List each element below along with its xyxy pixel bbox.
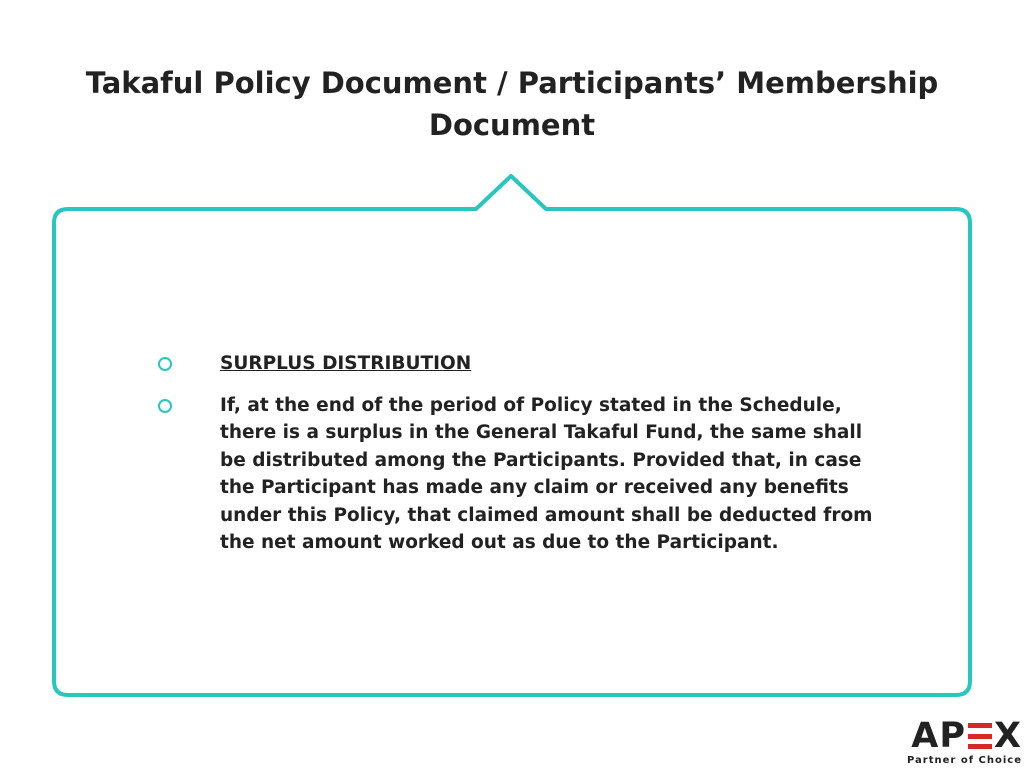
logo-e-bars-icon — [968, 723, 992, 749]
bullet-list — [156, 350, 876, 571]
apex-logo — [904, 718, 1022, 768]
section-heading: SURPLUS DISTRIBUTION — [220, 353, 472, 374]
logo-wordmark — [904, 718, 1022, 754]
logo-tagline: Partner of Choice — [906, 755, 1022, 766]
list-item — [156, 350, 876, 378]
logo-letters-right: X — [994, 716, 1022, 756]
logo-letters-left: AP — [911, 716, 966, 756]
list-item — [156, 392, 876, 557]
title-line-1: Takaful Policy Document / Participants’ Membership — [85, 66, 939, 100]
circle-bullet-icon — [158, 399, 172, 413]
circle-bullet-icon — [158, 357, 172, 371]
title-line-2: Document — [428, 108, 596, 142]
section-body: If, at the end of the period of Policy stated in the Schedule, there is a surplus in the General Takaful Fund, the same shall be distributed among the Participants. Provided that, in case the Participant has made any claim or received any benefits under this Policy, that claimed amount shall be deducted from the net amount worked out as due to the Participant. — [220, 394, 873, 553]
